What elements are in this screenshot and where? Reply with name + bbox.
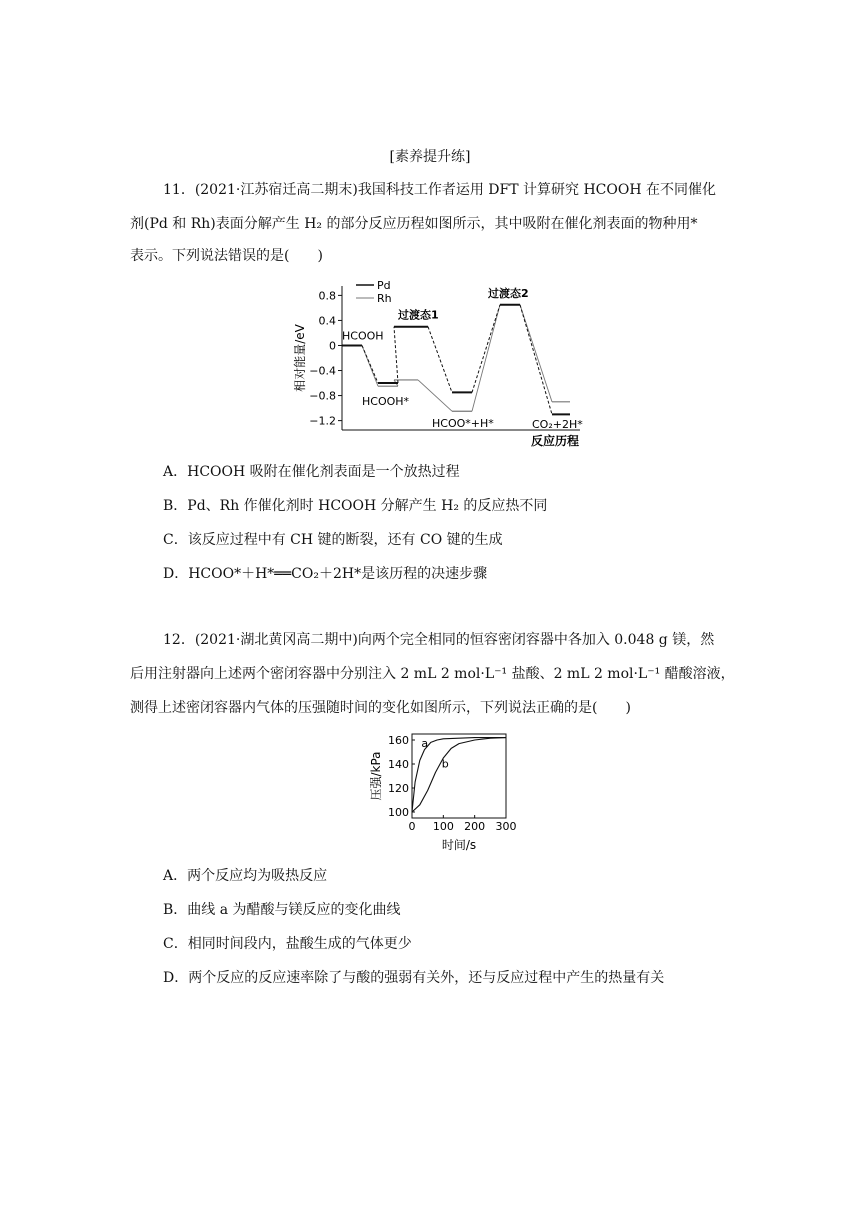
q12-option-b[interactable]: B．曲线 a 为醋酸与镁反应的变化曲线: [163, 902, 401, 918]
pd-series-connector: [362, 345, 378, 383]
rh-series-connector: [472, 305, 500, 411]
curve-b-label: b: [441, 757, 449, 771]
q11-stem-line3: 表示。下列说法错误的是( ): [130, 248, 323, 264]
rh-series-connector: [418, 380, 452, 411]
y-axis-label: 相对能量/eV: [293, 324, 307, 392]
pd-series-connector: [472, 305, 500, 393]
y-tick-label: 100: [388, 806, 409, 819]
legend-pd-label: Pd: [377, 279, 391, 292]
chart2-labels: [421, 737, 448, 770]
legend-rh-label: Rh: [377, 292, 392, 305]
q11-option-c[interactable]: C．该反应过程中有 CH 键的断裂，还有 CO 键的生成: [163, 532, 503, 548]
y-tick-label: 0.4: [318, 314, 336, 328]
state-label: 过渡态1: [398, 308, 439, 322]
q12-option-d[interactable]: D．两个反应的反应速率除了与酸的强弱有关外，还与反应过程中产生的热量有关: [163, 970, 665, 986]
chart2-axes: [369, 734, 517, 852]
x-axis-label: 反应历程: [530, 434, 580, 448]
state-label: 过渡态2: [488, 286, 529, 300]
pd-series-connector: [428, 327, 452, 393]
q12-stem-line2: 后用注射器向上述两个密闭容器中分别注入 2 mL 2 mol·L⁻¹ 盐酸、2 mL 2 mol·L⁻¹ 醋酸溶液，: [130, 666, 735, 682]
pressure-time-chart: [368, 728, 528, 854]
q11-stem-line1: 11．(2021·江苏宿迁高二期末)我国科技工作者运用 DFT 计算研究 HCOOH 在不同催化: [163, 182, 716, 198]
curve-a-label: a: [421, 737, 429, 751]
state-label: HCOO*+H*: [432, 417, 494, 431]
q12-option-c[interactable]: C．相同时间段内，盐酸生成的气体更少: [163, 936, 412, 952]
state-label: HCOOH*: [362, 395, 410, 409]
q11-option-d[interactable]: D．HCOO*＋H*══CO₂＋2H*是该历程的决速步骤: [163, 566, 488, 582]
section-title: [素养提升练]: [389, 149, 471, 165]
x-axis-label: 时间/s: [441, 838, 477, 852]
y-tick-label: 120: [388, 782, 409, 795]
state-label: CO₂+2H*: [532, 418, 583, 431]
y-tick-label: −0.8: [309, 389, 336, 403]
q11-stem-line2: 剂(Pd 和 Rh)表面分解产生 H₂ 的部分反应历程如图所示，其中吸附在催化剂表面的物种用*: [130, 216, 698, 232]
pd-series-connector: [394, 327, 398, 383]
y-tick-label: 0.8: [318, 289, 336, 303]
x-tick-label: 0: [408, 820, 416, 833]
q12-stem-line1: 12．(2021·湖北黄冈高二期中)向两个完全相同的恒容密闭容器中各加入 0.048 g 镁，然: [163, 632, 715, 648]
q11-option-b[interactable]: B．Pd、Rh 作催化剂时 HCOOH 分解产生 H₂ 的反应热不同: [163, 498, 548, 514]
y-tick-label: 140: [388, 758, 409, 771]
q12-option-a[interactable]: A．两个反应均为吸热反应: [163, 868, 328, 884]
x-tick-label: 300: [495, 820, 517, 833]
y-tick-label: −0.4: [309, 364, 336, 378]
state-label: HCOOH: [342, 329, 384, 343]
y-axis-label: 压强/kPa: [369, 751, 383, 801]
rh-series-connector: [520, 305, 552, 402]
q12-stem-line3: 测得上述密闭容器内气体的压强随时间的变化如图所示，下列说法正确的是( ): [130, 700, 631, 716]
y-tick-label: 160: [388, 734, 409, 747]
chart1-labels: [342, 286, 583, 431]
y-tick-label: 0: [329, 339, 336, 353]
q11-option-a[interactable]: A．HCOOH 吸附在催化剂表面是一个放热过程: [163, 464, 460, 480]
energy-profile-chart: [290, 278, 600, 450]
pd-series-connector: [520, 305, 552, 415]
x-tick-label: 100: [432, 820, 454, 833]
y-tick-label: −1.2: [309, 414, 336, 428]
x-tick-label: 200: [464, 820, 486, 833]
